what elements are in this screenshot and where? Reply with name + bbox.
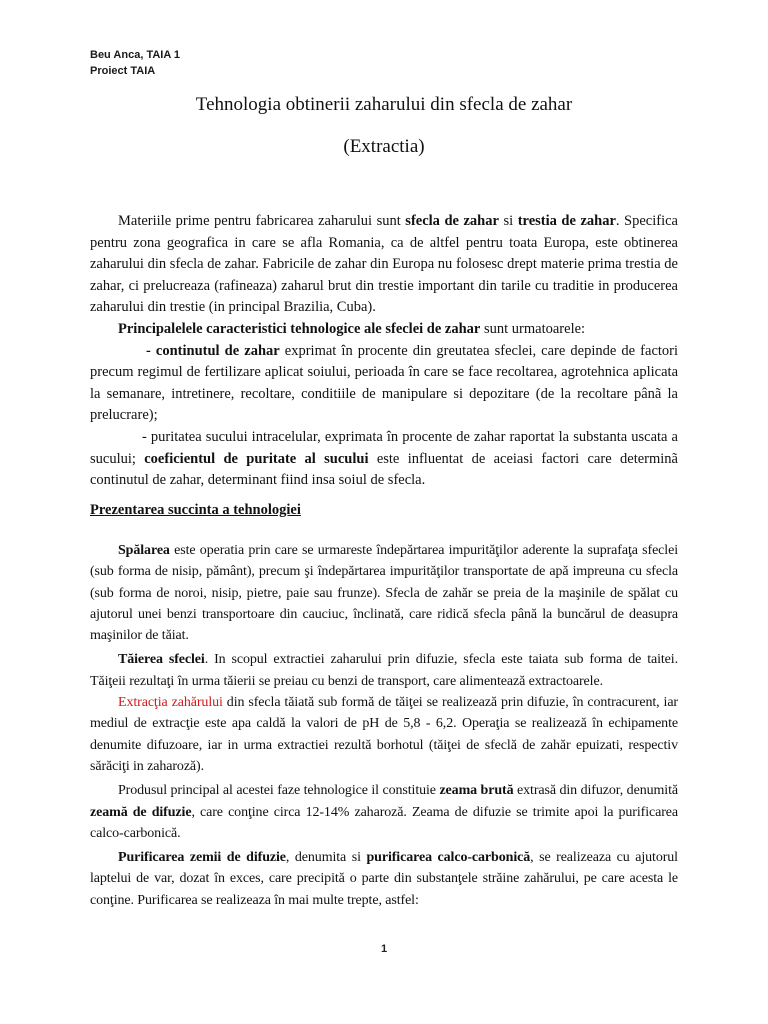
bold-term: Spălarea [118, 543, 170, 558]
bold-term: purificarea calco-carbonică [366, 850, 531, 866]
intro-section [90, 211, 678, 492]
intro-paragraph-sugar-content [90, 341, 678, 427]
text-run: Materiile prime pentru fabricarea zaharului sunt [118, 213, 406, 229]
tech-paragraph-washing [90, 540, 678, 646]
tech-paragraph-purification [90, 847, 678, 911]
document-title: Tehnologia obtinerii zaharului din sfecla de zahar [195, 94, 573, 115]
text-run: , care conţine circa 12-14% zaharoză. Zeama de difuzie se trimite apoi la purificarea calco-carbonică. [90, 804, 678, 841]
text-run: sunt urmatoarele: [480, 320, 586, 337]
tech-paragraph-cutting [90, 649, 678, 692]
author-header [90, 47, 180, 79]
bold-term: trestia de zahar [517, 213, 616, 229]
bold-term: coeficientul de puritate al sucului [144, 450, 369, 467]
intro-paragraph-raw-materials [90, 211, 678, 319]
text-run: exprimat în procente din greutatea sfeclei, care depinde de factori precum regimul de fertilizare aplicat soiului, perioada în care se face recoltarea, agrotehnica aplicata la semanare, intretinere, recoltare, conditiile de manipulare si depozitare (de la recoltare pânã la prelucrare); [90, 342, 679, 424]
author-line: Beu Anca, TAIA 1 [90, 49, 181, 61]
bold-term: Purificarea zemii de difuzie [118, 850, 286, 866]
bold-term: Tăierea sfeclei [118, 652, 205, 668]
text-run: . In scopul extractiei zaharului prin difuzie, sfecla este taiata sub forma de taitei. Tăiţeii rezultaţi în urma tăierii se preiau cu benzi de transport, care alimentează extractoarele. [90, 652, 678, 689]
tech-paragraph-extraction [90, 692, 678, 777]
intro-paragraph-purity [90, 427, 678, 492]
bold-term: - continutul de zahar [146, 342, 280, 359]
text-run: extrasă din difuzor, denumită [513, 783, 678, 799]
text-run: este operatia prin care se urmareste îndepărtarea impurităţilor aderente la suprafaţa sfeclei (sub forma de nisip, pământ), precum şi îndepărtarea impurităţilor transportate de apă impreuna cu sfecla (sub forma de noroi, nisip, pietre, paie sau frunze). Sfecla de zahăr se preia de la maşinile de spălat cu ajutorul unei benzi transportoare din cauciuc, înclinată, care ridică sfecla până la buncărul de deasupra maşinilor de tăiat. [90, 543, 678, 644]
text-run: este influentat de aceiasi factori care determinã continutul de zahar, determinant fiind insa soiul de sfecla. [90, 450, 678, 489]
section-heading: Prezentarea succinta a tehnologiei [90, 502, 301, 518]
project-line: Proiect TAIA [90, 65, 156, 77]
text-run: , se realizeaza cu ajutorul laptelui de var, dozat în exces, care precipită o parte din substanţele străine zahărului, pe care acesta le conţine. Purificarea se realizeaza în mai multe trepte, astfel: [90, 850, 678, 908]
text-run: . Specifica pentru zona geografica in care se afla Romania, ca de altfel pentru toata Europa, este obtinerea zaharului din sfecla de zahar. Fabricile de zahar din Europa nu folosesc drept materie prima trestia de zahar, ci prelucreaza (rafineaza) zaharul brut din trestie important din tarile cu traditie in producerea zaharului din trestie (in principal Brazilia, Cuba). [90, 213, 678, 316]
bold-term: zeama brută [439, 783, 514, 799]
page-number: 1 [380, 943, 388, 955]
text-run: - puritatea sucului intracelular, exprimata în procente de zahar raportat la substanta uscata a sucului; [90, 428, 678, 467]
technology-section [90, 540, 678, 914]
bold-term: sfecla de zahar [405, 213, 499, 229]
text-run: din sfecla tăiată sub formă de tăiţei se realizează prin difuzie, în contracurent, iar mediul de extracţie este apa caldă la valori de pH de 5,8 - 6,2. Operaţia se realizează în echipamente denumite difuzoare, iar in urma extractiei rezultă borhotul (tăiţei de sfeclă de zahăr epuizati, respectiv sărăciţi in zaharoză). [90, 695, 678, 774]
bold-term: zeamă de difuzie [90, 804, 192, 820]
section-heading-block [90, 500, 678, 522]
highlighted-term: Extracţia zahărului [118, 695, 223, 711]
bold-term: Principalelele caracteristici tehnologice ale sfeclei de zahar [118, 320, 481, 337]
text-run: Produsul principal al acestei faze tehnologice il constituie [118, 783, 440, 799]
text-run: si [498, 213, 518, 229]
tech-paragraph-raw-juice [90, 780, 678, 844]
intro-paragraph-characteristics [90, 319, 678, 341]
document-subtitle: (Extractia) [343, 136, 425, 157]
text-run: , denumita si [285, 850, 367, 866]
